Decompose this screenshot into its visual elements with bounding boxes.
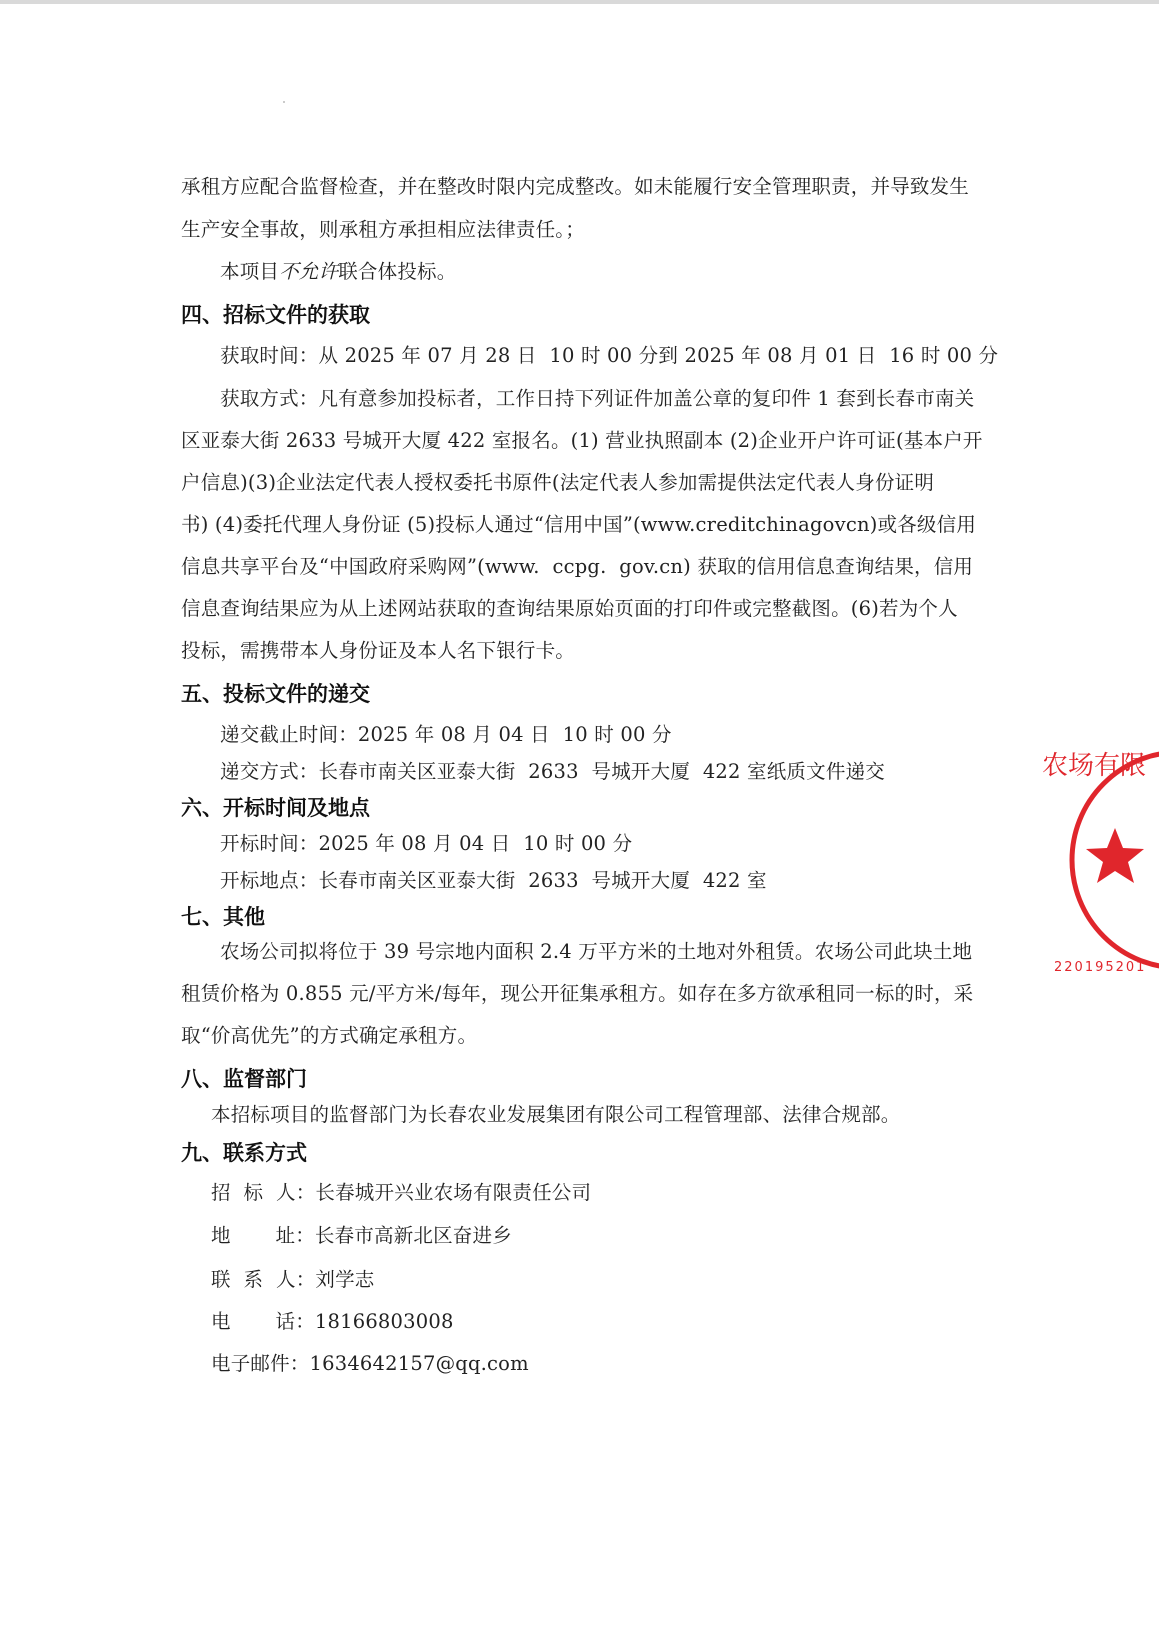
section-line: 开标时间：2025 年 08 月 04 日 10 时 00 分	[220, 832, 633, 855]
section-line: 区亚泰大街 2633 号城开大厦 422 室报名。(1) 营业执照副本 (2)企业开户许可证(基本户开	[181, 429, 983, 452]
section-heading: 八、监督部门	[181, 1067, 307, 1091]
section-heading: 五、投标文件的递交	[181, 682, 370, 706]
contact-tenderer: 招 标 人：长春城开兴业农场有限责任公司	[211, 1181, 592, 1204]
section-line: 书) (4)委托代理人身份证 (5)投标人通过“信用中国”(www.creditchinagovcn)或各级信用	[181, 513, 977, 536]
section-heading: 九、联系方式	[181, 1141, 307, 1165]
section-line: 开标地点：长春市南关区亚泰大街 2633 号城开大厦 422 室	[220, 869, 767, 892]
paragraph-line: 承租方应配合监督检查，并在整改时限内完成整改。如未能履行安全管理职责，并导致发生	[181, 175, 970, 198]
consortium-prefix: 本项目	[220, 260, 280, 283]
contact-phone: 电 话：18166803008	[211, 1310, 454, 1333]
section-line: 获取时间：从 2025 年 07 月 28 日 10 时 00 分到 2025 年 08 月 01 日 16 时 00 分	[220, 344, 999, 367]
section-line: 户信息)(3)企业法定代表人授权委托书原件(法定代表人参加需提供法定代表人身份证明	[181, 471, 935, 494]
contact-address: 地 址：长春市高新北区奋进乡	[211, 1224, 512, 1247]
section-line: 本招标项目的监督部门为长春农业发展集团有限公司工程管理部、法律合规部。	[211, 1103, 901, 1126]
section-line: 农场公司拟将位于 39 号宗地内面积 2.4 万平方米的土地对外租赁。农场公司此块土地	[220, 940, 973, 963]
seal-text-top: 农场有限	[1042, 751, 1147, 781]
company-seal	[1042, 740, 1159, 1000]
section-line: 信息查询结果应为从上述网站获取的查询结果原始页面的打印件或完整截图。(6)若为个人	[181, 597, 958, 620]
top-edge	[0, 0, 1159, 4]
section-heading: 四、招标文件的获取	[181, 303, 370, 327]
seal-star-icon	[1086, 828, 1144, 883]
section-line: 递交截止时间：2025 年 08 月 04 日 10 时 00 分	[220, 723, 672, 746]
consortium-line	[220, 258, 456, 286]
consortium-emphasis: 不允许	[279, 260, 339, 283]
section-line: 投标，需携带本人身份证及本人名下银行卡。	[181, 639, 576, 662]
scan-speck	[283, 101, 285, 103]
consortium-suffix: 联合体投标。	[338, 260, 457, 283]
section-heading: 七、其他	[181, 905, 265, 929]
section-line: 获取方式：凡有意参加投标者，工作日持下列证件加盖公章的复印件 1 套到长春市南关	[220, 387, 975, 410]
seal-text-bottom: 220195201	[1054, 960, 1147, 975]
section-line: 递交方式：长春市南关区亚泰大街 2633 号城开大厦 422 室纸质文件递交	[220, 760, 885, 783]
section-line: 信息共享平台及“中国政府采购网”(www. ccpg. gov.cn) 获取的信用信息查询结果，信用	[181, 555, 974, 578]
section-line: 租赁价格为 0.855 元/平方米/每年，现公开征集承租方。如存在多方欲承租同一标的时，采	[181, 982, 974, 1005]
section-line: 取“价高优先”的方式确定承租方。	[181, 1024, 478, 1047]
section-heading: 六、开标时间及地点	[181, 796, 370, 820]
paragraph-line: 生产安全事故，则承租方承担相应法律责任。；	[181, 218, 585, 241]
contact-email: 电子邮件：1634642157@qq.com	[211, 1352, 529, 1375]
contact-person: 联 系 人：刘学志	[211, 1268, 375, 1291]
